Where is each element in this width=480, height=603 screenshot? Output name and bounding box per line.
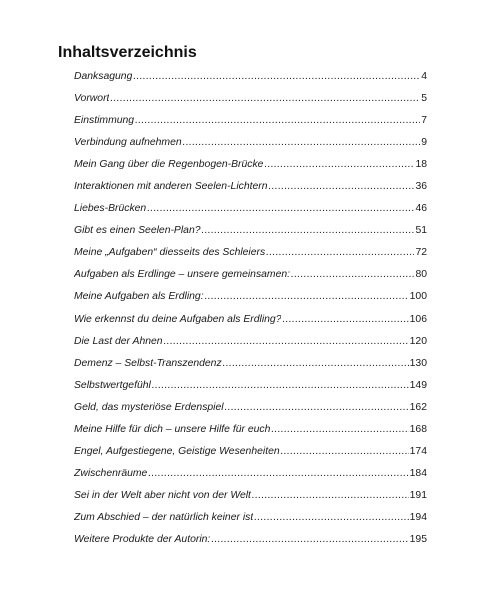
toc-entry-page: 130 xyxy=(409,357,427,369)
toc-entry-label: Vorwort xyxy=(74,93,110,105)
toc-entry-label: Liebes-Brücken xyxy=(74,203,147,215)
toc-entry[interactable] xyxy=(74,397,427,419)
toc-entry-page: 174 xyxy=(409,445,427,457)
toc-entry-page: 184 xyxy=(409,467,427,479)
toc-entry-label: Weitere Produkte der Autorin: xyxy=(74,533,211,545)
toc-entry[interactable] xyxy=(74,154,427,176)
toc-entry-page: 4 xyxy=(421,71,427,82)
toc-dot-leader xyxy=(269,176,415,198)
toc-dot-leader xyxy=(211,529,408,551)
toc-entry-page: 46 xyxy=(415,203,427,215)
toc-entry[interactable] xyxy=(74,309,427,331)
toc-entry-page: 149 xyxy=(409,379,427,391)
toc-entry-label: Meine Hilfe für dich – unsere Hilfe für euch xyxy=(74,423,271,435)
toc-entry-label: Zum Abschied – der natürlich keiner ist xyxy=(74,511,254,523)
toc-dot-leader xyxy=(266,242,414,264)
toc-entry-page: 120 xyxy=(409,335,427,347)
toc-entry[interactable] xyxy=(74,220,427,242)
toc-entry[interactable] xyxy=(74,132,427,154)
toc-dot-leader xyxy=(281,441,409,463)
toc-entry-page: 194 xyxy=(409,511,427,523)
toc-entry-page: 100 xyxy=(409,291,427,303)
toc-entry-page: 162 xyxy=(409,401,427,413)
toc-entry-label: Wie erkennst du deine Aufgaben als Erdling? xyxy=(74,313,282,325)
toc-entry-label: Verbindung aufnehmen xyxy=(74,137,182,149)
toc-entry[interactable] xyxy=(74,176,427,198)
toc-entry[interactable] xyxy=(74,485,427,507)
toc-entry-page: 195 xyxy=(409,533,427,545)
toc-entry-label: Aufgaben als Erdlinge – unsere gemeinsamen: xyxy=(74,269,291,281)
toc-title: Inhaltsverzeichnis xyxy=(58,44,197,61)
toc-entry[interactable] xyxy=(74,463,427,485)
toc-entry-label: Selbstwertgefühl xyxy=(74,379,151,391)
toc-entry-label: Geld, das mysteriöse Erdenspiel xyxy=(74,401,224,413)
toc-dot-leader xyxy=(225,397,409,419)
toc-entry-page: 168 xyxy=(409,423,427,435)
toc-entry[interactable] xyxy=(74,507,427,529)
toc-dot-leader xyxy=(202,220,415,242)
toc-entry-label: Interaktionen mit anderen Seelen-Lichtern xyxy=(74,181,268,193)
toc-entry[interactable] xyxy=(74,375,427,397)
toc-dot-leader xyxy=(254,507,408,529)
toc-dot-leader xyxy=(223,353,409,375)
toc-entry-label: Engel, Aufgestiegene, Geistige Wesenheiten xyxy=(74,445,280,457)
toc-entry-page: 72 xyxy=(415,247,427,259)
toc-dot-leader xyxy=(135,110,420,132)
toc-entry[interactable] xyxy=(74,441,427,463)
toc-entry-page: 191 xyxy=(409,489,427,501)
toc-dot-leader xyxy=(148,463,408,485)
toc-entry-page: 51 xyxy=(415,225,427,237)
toc-dot-leader xyxy=(152,375,409,397)
toc-list xyxy=(74,66,427,551)
toc-entry[interactable] xyxy=(74,353,427,375)
toc-dot-leader xyxy=(147,198,414,220)
toc-entry[interactable] xyxy=(74,66,427,88)
toc-entry-label: Die Last der Ahnen xyxy=(74,335,163,347)
toc-entry-page: 36 xyxy=(415,181,427,193)
toc-entry-label: Danksagung xyxy=(74,71,133,82)
toc-dot-leader xyxy=(183,132,421,154)
toc-entry-label: Mein Gang über die Regenbogen-Brücke xyxy=(74,159,264,171)
toc-entry[interactable] xyxy=(74,286,427,308)
toc-entry-label: Demenz – Selbst-Transzendenz xyxy=(74,357,222,369)
toc-entry-label: Zwischenräume xyxy=(74,467,148,479)
toc-dot-leader xyxy=(133,66,420,88)
toc-entry-label: Sei in der Welt aber nicht von der Welt xyxy=(74,489,251,501)
toc-entry-page: 9 xyxy=(421,137,427,149)
toc-entry-page: 5 xyxy=(421,93,427,105)
toc-entry[interactable] xyxy=(74,331,427,353)
toc-entry[interactable] xyxy=(74,242,427,264)
toc-entry[interactable] xyxy=(74,88,427,110)
toc-entry-label: Meine Aufgaben als Erdling: xyxy=(74,291,204,303)
toc-dot-leader xyxy=(252,485,409,507)
toc-dot-leader xyxy=(164,331,409,353)
toc-entry[interactable] xyxy=(74,529,427,551)
toc-entry[interactable] xyxy=(74,110,427,132)
toc-entry-page: 7 xyxy=(421,115,427,127)
toc-dot-leader xyxy=(110,88,420,110)
toc-dot-leader xyxy=(264,154,414,176)
toc-entry[interactable] xyxy=(74,419,427,441)
toc-dot-leader xyxy=(282,309,408,331)
toc-entry-page: 106 xyxy=(409,313,427,325)
toc-entry-label: Einstimmung xyxy=(74,115,135,127)
toc-entry-page: 80 xyxy=(415,269,427,281)
toc-dot-leader xyxy=(291,264,414,286)
toc-dot-leader xyxy=(205,286,409,308)
toc-dot-leader xyxy=(271,419,408,441)
toc-entry-label: Gibt es einen Seelen-Plan? xyxy=(74,225,201,237)
toc-entry-page: 18 xyxy=(415,159,427,171)
toc-entry-label: Meine „Aufgaben“ diesseits des Schleiers xyxy=(74,247,266,259)
toc-entry[interactable] xyxy=(74,198,427,220)
toc-entry[interactable] xyxy=(74,264,427,286)
